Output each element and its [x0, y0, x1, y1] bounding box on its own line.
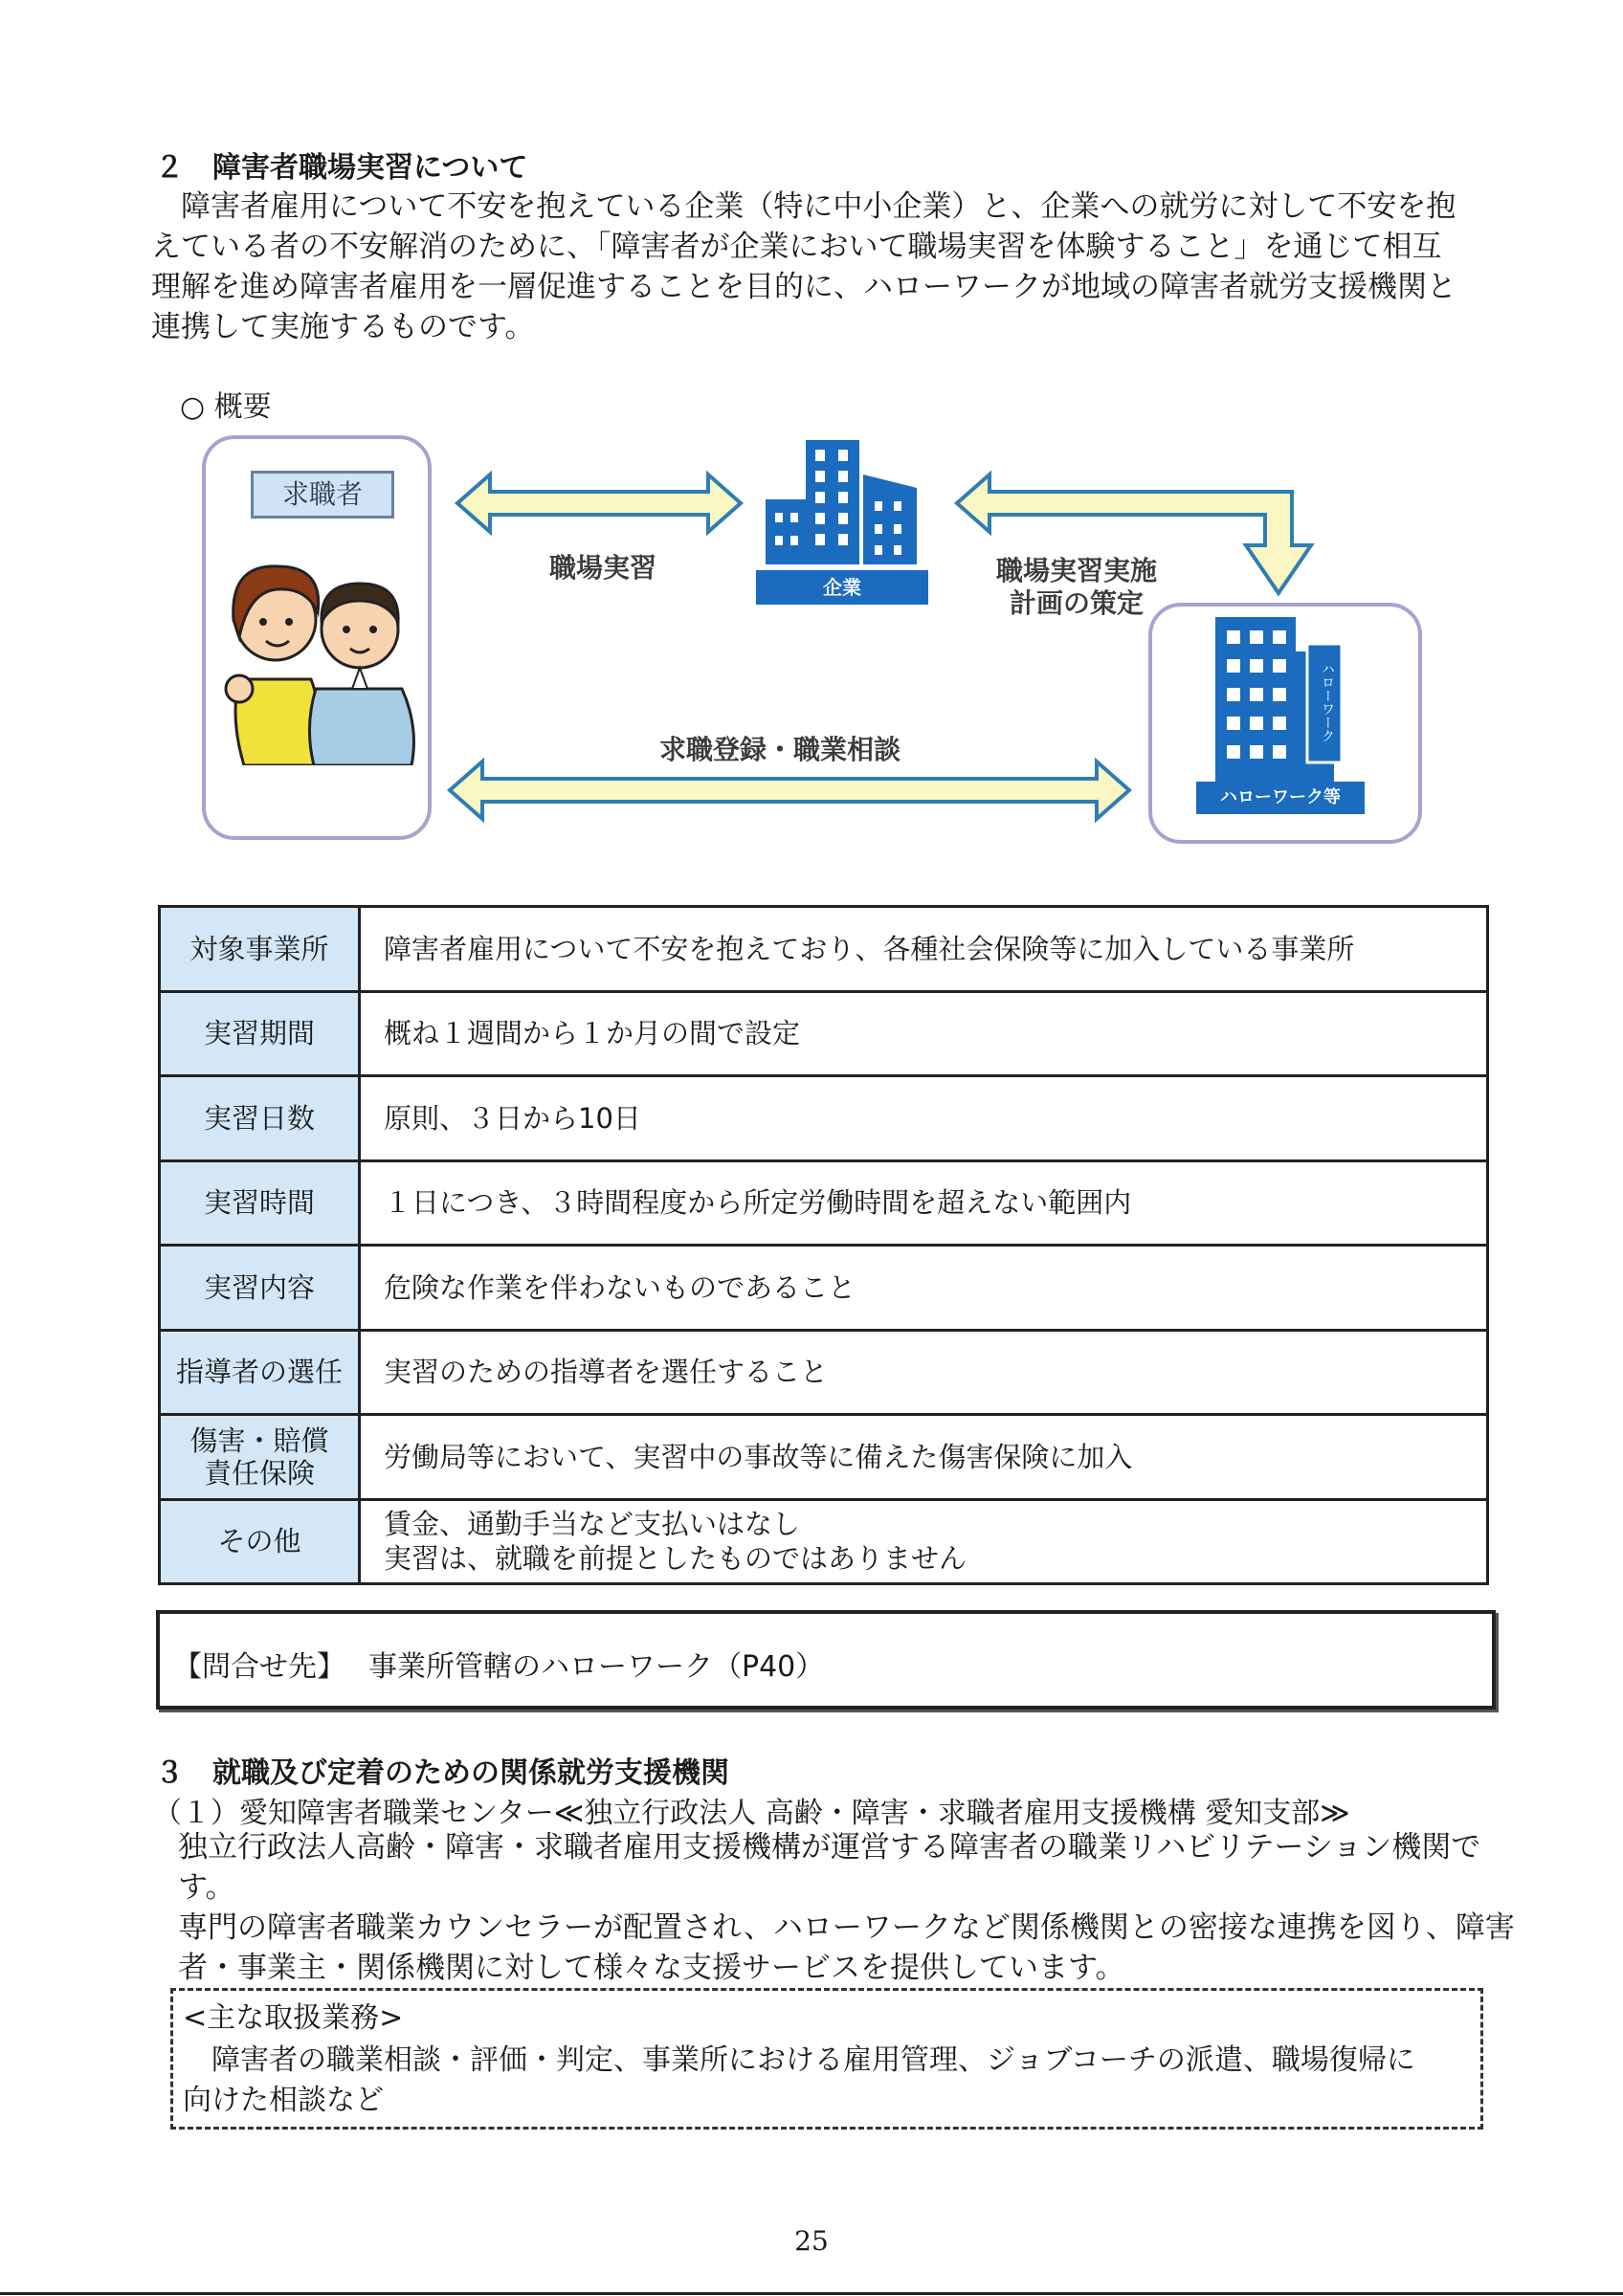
- arrow-label-plan: [957, 555, 1196, 620]
- section-3-heading: ３ 就職及び定着のための関係就労支援機関: [155, 1756, 729, 1790]
- main-services-title: <主な取扱業務>: [183, 2001, 404, 2035]
- table-key: その他: [160, 1499, 360, 1584]
- arrow-registration: [450, 762, 1129, 819]
- table-row: [160, 1330, 1488, 1415]
- arrow-label-workplace: 職場実習: [548, 552, 656, 584]
- contact-label: 【問合せ先】: [173, 1650, 345, 1684]
- para-line: えている者の不安解消のために、「障害者が企業において職場実習を体験すること」を通じて相互: [151, 230, 1442, 264]
- table-key-line: 傷害・賠償: [189, 1424, 329, 1457]
- section-3-paragraph: [178, 1827, 1518, 1988]
- table-row: [160, 1499, 1488, 1584]
- contact-box: [156, 1610, 1496, 1710]
- table-value-line: 賃金、通勤手当など支払いはなし: [384, 1508, 801, 1541]
- table-row: [160, 1160, 1488, 1246]
- table-key: [160, 1415, 360, 1500]
- overview-diagram: [191, 430, 1435, 851]
- hellowork-label: ハローワーク等: [1220, 787, 1341, 807]
- table-value: １日につき、３時間程度から所定労働時間を超えない範囲内: [360, 1160, 1488, 1246]
- table-key: 実習内容: [160, 1246, 360, 1331]
- table-key: 実習期間: [160, 991, 360, 1076]
- para-line: 障害者雇用について不安を抱えている企業（特に中小企業）と、企業への就労に対して不安を抱: [151, 189, 1456, 224]
- section-2-heading: ２ 障害者職場実習について: [155, 151, 528, 185]
- table-key: 実習時間: [160, 1160, 360, 1246]
- table-value: 概ね１週間から１か月の間で設定: [360, 991, 1488, 1076]
- table-value: 原則、３日から10日: [360, 1076, 1488, 1161]
- main-services-box: [170, 1988, 1483, 2130]
- table-value: 実習のための指導者を選任すること: [360, 1330, 1488, 1415]
- internship-conditions-table: [158, 905, 1489, 1585]
- overview-label: ○ 概要: [180, 390, 272, 424]
- table-row: [160, 1415, 1488, 1500]
- main-services-line: 障害者の職業相談・評価・判定、事業所における雇用管理、ジョブコーチの派遣、職場復帰に: [211, 2043, 1415, 2077]
- para-line: 独立行政法人高齢・障害・求職者雇用支援機構が運営する障害者の職業リハビリテーション機関です。: [178, 1830, 1481, 1905]
- bottom-rule: [0, 2292, 1623, 2295]
- para-line: 専門の障害者職業カウンセラーが配置され、ハローワークなど関係機関との密接な連携を図り、障害: [178, 1910, 1515, 1945]
- para-line: 者・事業主・関係機関に対して様々な支援サービスを提供しています。: [178, 1951, 1125, 1985]
- table-row: [160, 1246, 1488, 1331]
- table-value: [360, 1499, 1488, 1584]
- section-2-paragraph: [151, 187, 1510, 347]
- table-value-line: 実習は、就職を前提としたものではありません: [384, 1542, 967, 1576]
- main-services-line: 向けた相談など: [183, 2084, 384, 2117]
- page-number: 25: [794, 2225, 829, 2257]
- table-row: [160, 907, 1488, 992]
- table-row: [160, 991, 1488, 1076]
- table-row: [160, 1076, 1488, 1161]
- table-value: 労働局等において、実習中の事故等に備えた傷害保険に加入: [360, 1415, 1488, 1500]
- para-line: 連携して実施するものです。: [151, 310, 535, 344]
- hellowork-sign: ハローワーク: [1320, 662, 1335, 742]
- company-label: 企業: [823, 576, 861, 599]
- job-seeker-tag: 求職者: [251, 471, 394, 519]
- arrow-label-registration: 求職登録・職業相談: [658, 734, 900, 765]
- contact-value: 事業所管轄のハローワーク（P40）: [368, 1650, 825, 1684]
- table-key: 指導者の選任: [160, 1330, 360, 1415]
- table-value: 危険な作業を伴わないものであること: [360, 1246, 1488, 1331]
- table-key: 実習日数: [160, 1076, 360, 1161]
- arrow-workplace: [457, 475, 741, 532]
- table-value: 障害者雇用について不安を抱えており、各種社会保険等に加入している事業所: [360, 907, 1488, 992]
- section-3-subheading: （１）愛知障害者職業センター≪独立行政法人 高齢・障害・求職者雇用支援機構 愛知支部≫: [153, 1797, 1350, 1830]
- table-key-line: 責任保険: [203, 1456, 315, 1490]
- table-key: 対象事業所: [160, 907, 360, 992]
- para-line: 理解を進め障害者雇用を一層促進することを目的に、ハローワークが地域の障害者就労支援機関と: [151, 270, 1456, 304]
- arrow-label-plan-line: 職場実習実施: [995, 555, 1157, 586]
- arrow-label-plan-line: 計画の策定: [1009, 587, 1144, 619]
